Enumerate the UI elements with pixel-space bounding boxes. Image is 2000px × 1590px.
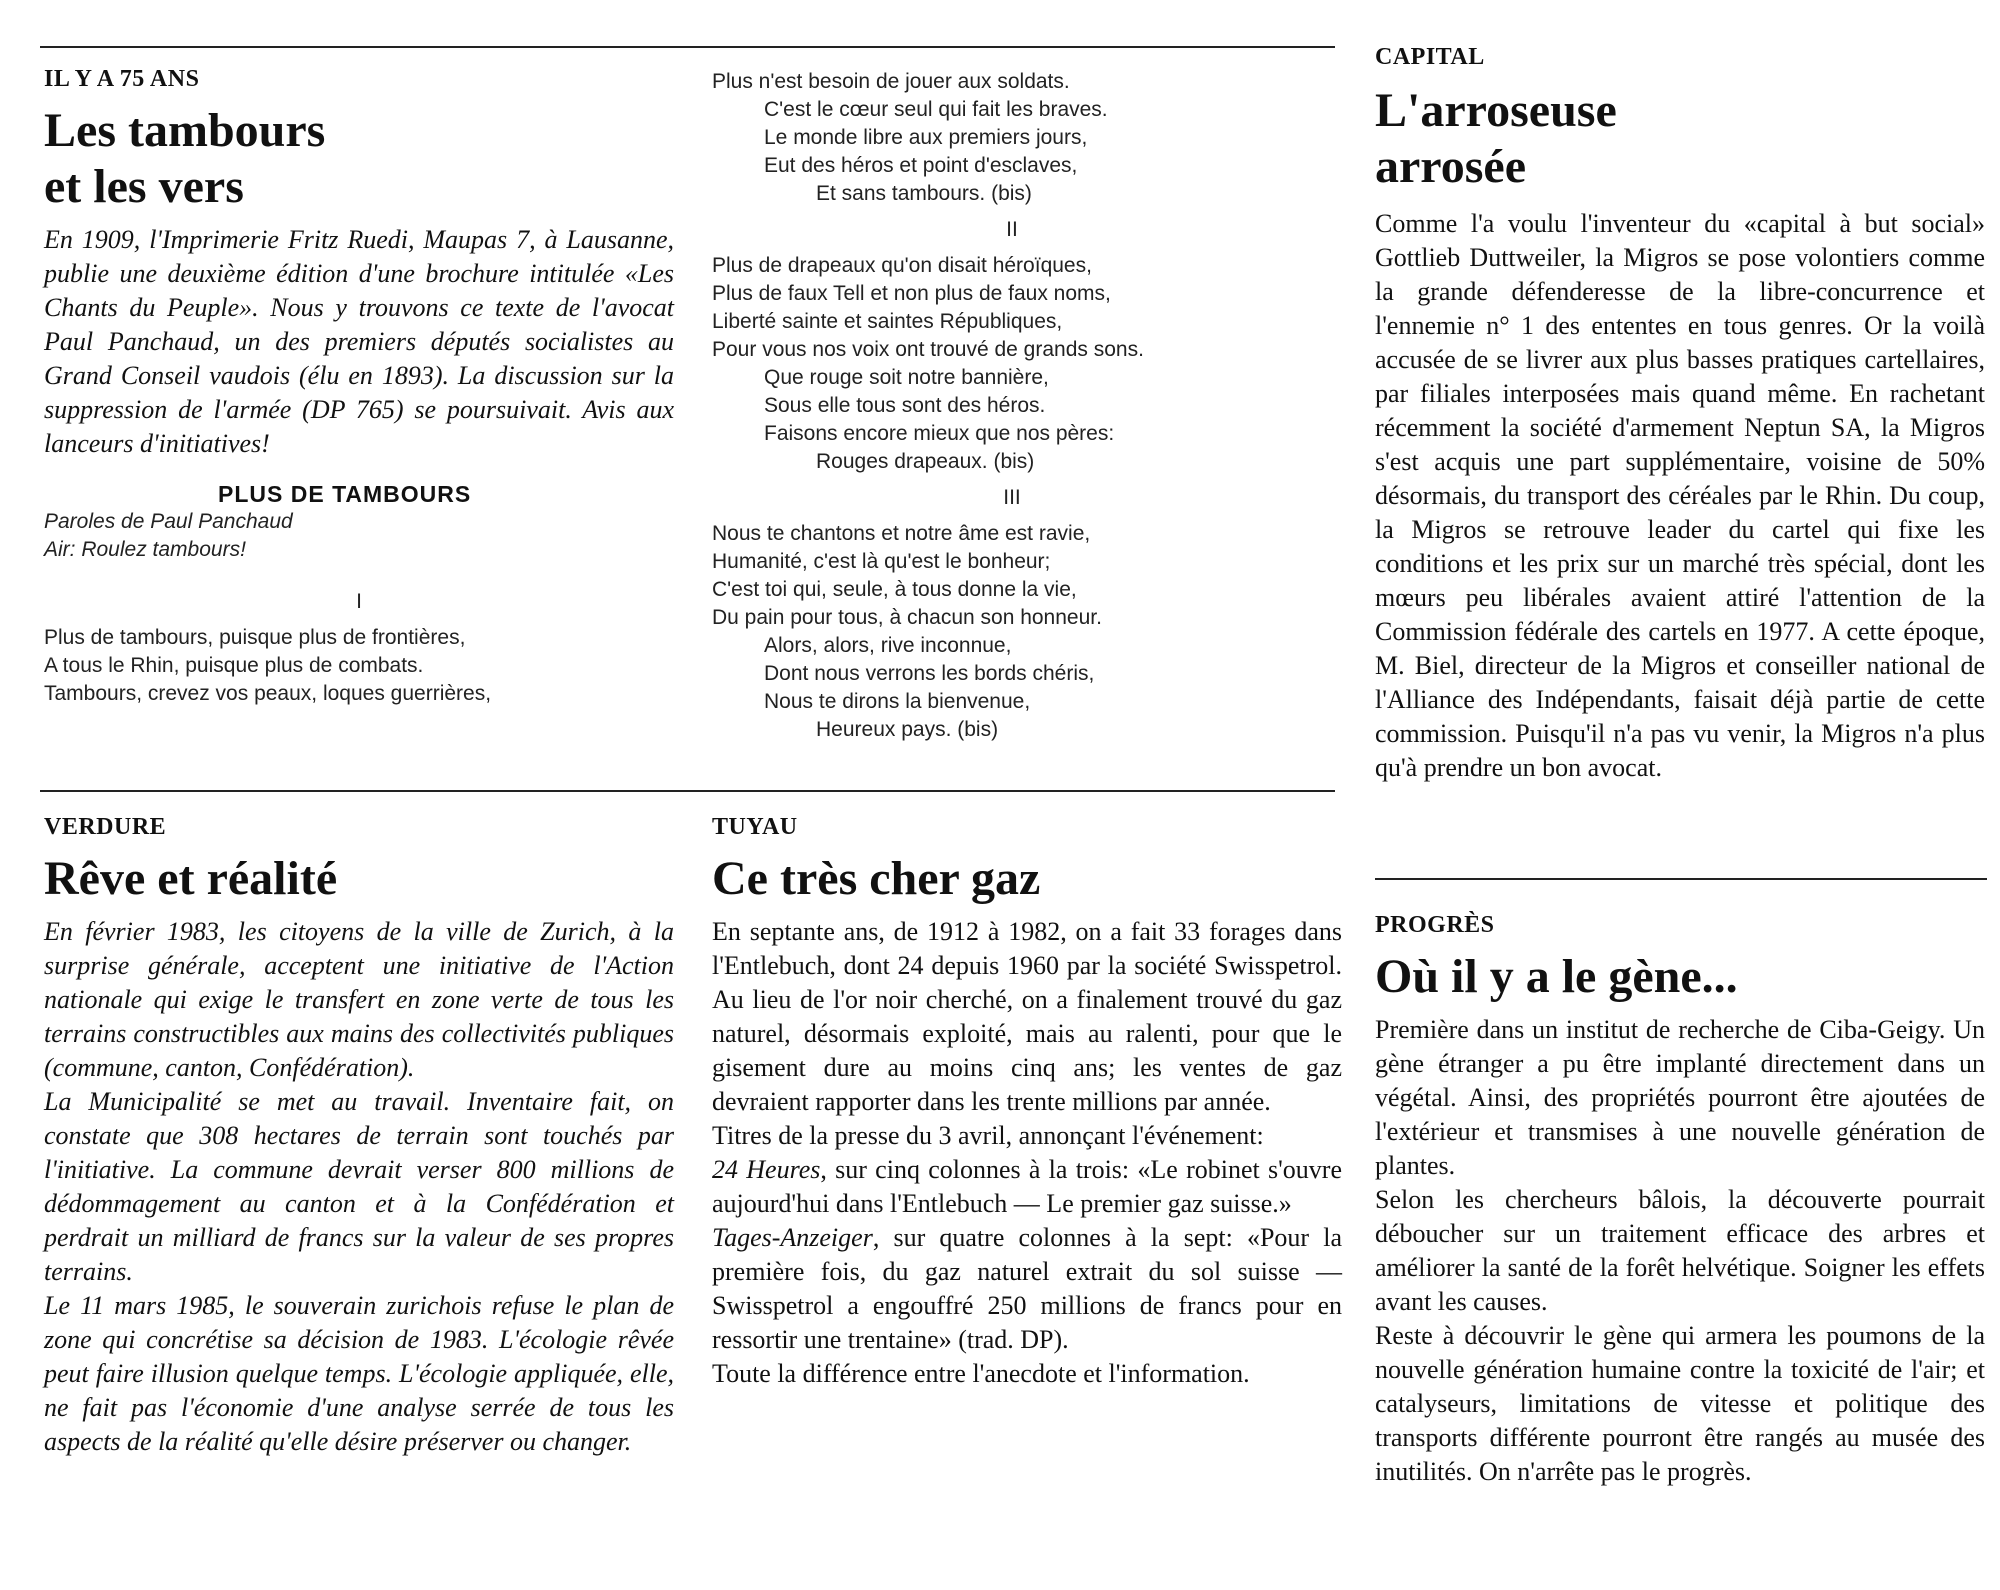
- poem-line: Plus de faux Tell et non plus de faux noms,: [712, 282, 1111, 305]
- article-capital: [1375, 44, 1985, 785]
- poem-line: Pour vous nos voix ont trouvé de grands sons.: [712, 338, 1144, 361]
- paragraph: Selon les chercheurs bâlois, la découverte pourrait déboucher sur un traitement efficace des arbres et améliorer la santé de la forêt helvétique. Soigner les effets avant les causes.: [1375, 1185, 1985, 1316]
- poem-line: Nous te chantons et notre âme est ravie,: [712, 522, 1091, 545]
- poem-line: Alors, alors, rive inconnue,: [764, 634, 1012, 657]
- poem-line: Plus de tambours, puisque plus de frontières,: [44, 626, 466, 649]
- poem-line: C'est le cœur seul qui fait les braves.: [764, 98, 1108, 121]
- article-tuyau: [712, 814, 1342, 1391]
- stanza-number-1: I: [356, 590, 362, 613]
- paragraph-text: , sur quatre colonnes à la sept: «Pour la première fois, du gaz naturel extrait du sol suisse — Swisspetrol a engouffré 250 millions de francs pour en ressortir une trentaine» (trad. DP).: [712, 1223, 1342, 1354]
- middle-rule: [40, 790, 1335, 792]
- poem-line: Que rouge soit notre bannière,: [764, 366, 1049, 389]
- poem-line: Nous te dirons la bienvenue,: [764, 690, 1031, 713]
- paragraph: [712, 1153, 1342, 1221]
- poem-column-2: [712, 68, 1332, 744]
- poem-line: Tambours, crevez vos peaux, loques guerrières,: [44, 682, 492, 705]
- body-progres: [1375, 1013, 1985, 1489]
- article-tambours: [44, 66, 674, 708]
- poem-line: Liberté sainte et saintes Républiques,: [712, 310, 1063, 333]
- paragraph: [712, 1221, 1342, 1357]
- poem-line: Sous elle tous sont des héros.: [764, 394, 1046, 417]
- paragraph: Titres de la presse du 3 avril, annonçant l'événement:: [712, 1121, 1264, 1150]
- title-line-2: arrosée: [1375, 140, 1527, 193]
- poem-stanza-1: [44, 588, 674, 708]
- poem-line: Le monde libre aux premiers jours,: [764, 126, 1088, 149]
- title-line-1: Les tambours: [44, 104, 326, 157]
- paragraph: Première dans un institut de recherche de Ciba-Geigy. Un gène étranger a pu être implanté directement dans un végétal. Ainsi, des propriétés pourront être ajoutées de l'extérieur et transmises à une nouvelle génération de plantes.: [1375, 1015, 1985, 1180]
- title-line-1: L'arroseuse: [1375, 84, 1617, 137]
- title-gaz: Ce très cher gaz: [712, 852, 1041, 905]
- article-progres: [1375, 912, 1985, 1489]
- paragraph-text: , sur cinq colonnes à la trois: «Le robinet s'ouvre aujourd'hui dans l'Entlebuch — Le premier gaz suisse.»: [712, 1155, 1342, 1218]
- poem-line: Eut des héros et point d'esclaves,: [764, 154, 1078, 177]
- kicker-tuyau: TUYAU: [712, 814, 798, 840]
- poem-line: Et sans tambours. (bis): [816, 182, 1032, 205]
- title-tambours: [44, 103, 674, 215]
- kicker-progres: PROGRÈS: [1375, 912, 1495, 938]
- body-capital: Comme l'a voulu l'inventeur du «capital à but social» Gottlieb Duttweiler, la Migros se pose volontiers comme la grande défenderesse de la libre-concurrence et l'ennemie n° 1 des ententes en tous genres. Or la voilà accusée de se livrer aux plus basses pratiques cartellaires, par filiales interposées mais quand même. En rachetant récemment la société d'armement Neptun SA, la Migros s'est acquis une part supplémentaire, voisine de 50% désormais, du transport des céréales par le Rhin. Du coup, la Migros se retrouve leader du cartel qui fixe les conditions et les prix sur un marché très spécial, dont les mœurs peu libérales avaient attiré l'attention de la Commission fédérale des cartels en 1977. A cette époque, M. Biel, directeur de la Migros et conseiller national de l'Alliance des Indépendants, faisait déjà partie de cette commission. Puisqu'il n'a pas vu venir, la Migros n'a plus qu'à prendre un bon avocat.: [1375, 209, 1985, 782]
- kicker-verdure: VERDURE: [44, 814, 167, 840]
- paragraph: Le 11 mars 1985, le souverain zurichois refuse le plan de zone qui concrétise sa décision de 1983. L'écologie rêvée peut faire illusion quelque temps. L'écologie appliquée, elle, ne fait pas l'économie d'une analyse serrée de tous les aspects de la réalité qu'elle désire préserver ou changer.: [44, 1291, 674, 1456]
- progres-rule: [1375, 878, 1987, 880]
- kicker-il-y-a-75-ans: IL Y A 75 ANS: [44, 66, 200, 92]
- poem-line: Dont nous verrons les bords chéris,: [764, 662, 1095, 685]
- paragraph: Toute la différence entre l'anecdote et l'information.: [712, 1359, 1250, 1388]
- title-reve-et-realite: Rêve et réalité: [44, 852, 338, 905]
- poem-heading: [44, 481, 674, 564]
- source-24-heures: 24 Heures: [712, 1155, 821, 1184]
- stanza-number-3: III: [1003, 486, 1021, 509]
- poem-line: Rouges drapeaux. (bis): [816, 450, 1035, 473]
- top-rule: [40, 46, 1335, 48]
- poem-line: C'est toi qui, seule, à tous donne la vie,: [712, 578, 1077, 601]
- poem-line: Humanité, c'est là qu'est le bonheur;: [712, 550, 1051, 573]
- poem-line: Plus de drapeaux qu'on disait héroïques,: [712, 254, 1092, 277]
- body-verdure: [44, 915, 674, 1459]
- poem-credit-1: Paroles de Paul Panchaud: [44, 510, 293, 533]
- poem-line: A tous le Rhin, puisque plus de combats.: [44, 654, 424, 677]
- poem-line: Faisons encore mieux que nos pères:: [764, 422, 1115, 445]
- stanza-number-2: II: [1006, 218, 1018, 241]
- title-gene: Où il y a le gène...: [1375, 950, 1738, 1003]
- kicker-capital: CAPITAL: [1375, 44, 1485, 70]
- poem-line: Heureux pays. (bis): [816, 718, 999, 741]
- paragraph: La Municipalité se met au travail. Inventaire fait, on constate que 308 hectares de terrain sont touchés par l'initiative. La commune devrait verser 800 millions de dédommagement au canton et à la Confédération et perdrait un milliard de francs sur la valeur de ses propres terrains.: [44, 1087, 674, 1286]
- paragraph: Reste à découvrir le gène qui armera les poumons de la nouvelle génération humaine contre la toxicité de l'air; et catalyseurs, limitations de vitesse et politique des transports différente pourront être rangés au musée des inutilités. On n'arrête pas le progrès.: [1375, 1321, 1985, 1486]
- intro-tambours: En 1909, l'Imprimerie Fritz Ruedi, Maupas 7, à Lausanne, publie une deuxième édition d'une brochure intitulée «Les Chants du Peuple». Nous y trouvons ce texte de l'avocat Paul Panchaud, un des premiers députés socialistes au Grand Conseil vaudois (élu en 1893). La discussion sur la suppression de l'armée (DP 765) se poursuivait. Avis aux lanceurs d'initiatives!: [44, 225, 674, 458]
- article-verdure: [44, 814, 674, 1459]
- body-tuyau: [712, 915, 1342, 1391]
- poem-title: PLUS DE TAMBOURS: [218, 481, 472, 507]
- poem-line: Du pain pour tous, à chacun son honneur.: [712, 606, 1102, 629]
- title-line-2: et les vers: [44, 160, 244, 213]
- poem-credit-2: Air: Roulez tambours!: [44, 538, 246, 561]
- paragraph: En février 1983, les citoyens de la ville de Zurich, à la surprise générale, acceptent une initiative de l'Action nationale qui exige le transfert en zone verte de tous les terrains constructibles aux mains des collectivités publiques (commune, canton, Confédération).: [44, 917, 674, 1082]
- title-arroseuse: [1375, 83, 1985, 195]
- poem-line: Plus n'est besoin de jouer aux soldats.: [712, 70, 1070, 93]
- source-tages-anzeiger: Tages-Anzeiger: [712, 1223, 873, 1252]
- paragraph: En septante ans, de 1912 à 1982, on a fait 33 forages dans l'Entlebuch, dont 24 depuis 1960 par la société Swisspetrol. Au lieu de l'or noir cherché, on a finalement trouvé du gaz naturel, désormais exploité, mais au ralenti, pour que le gisement dure au moins cinq ans; les ventes de gaz devraient rapporter dans les trente millions par année.: [712, 917, 1342, 1116]
